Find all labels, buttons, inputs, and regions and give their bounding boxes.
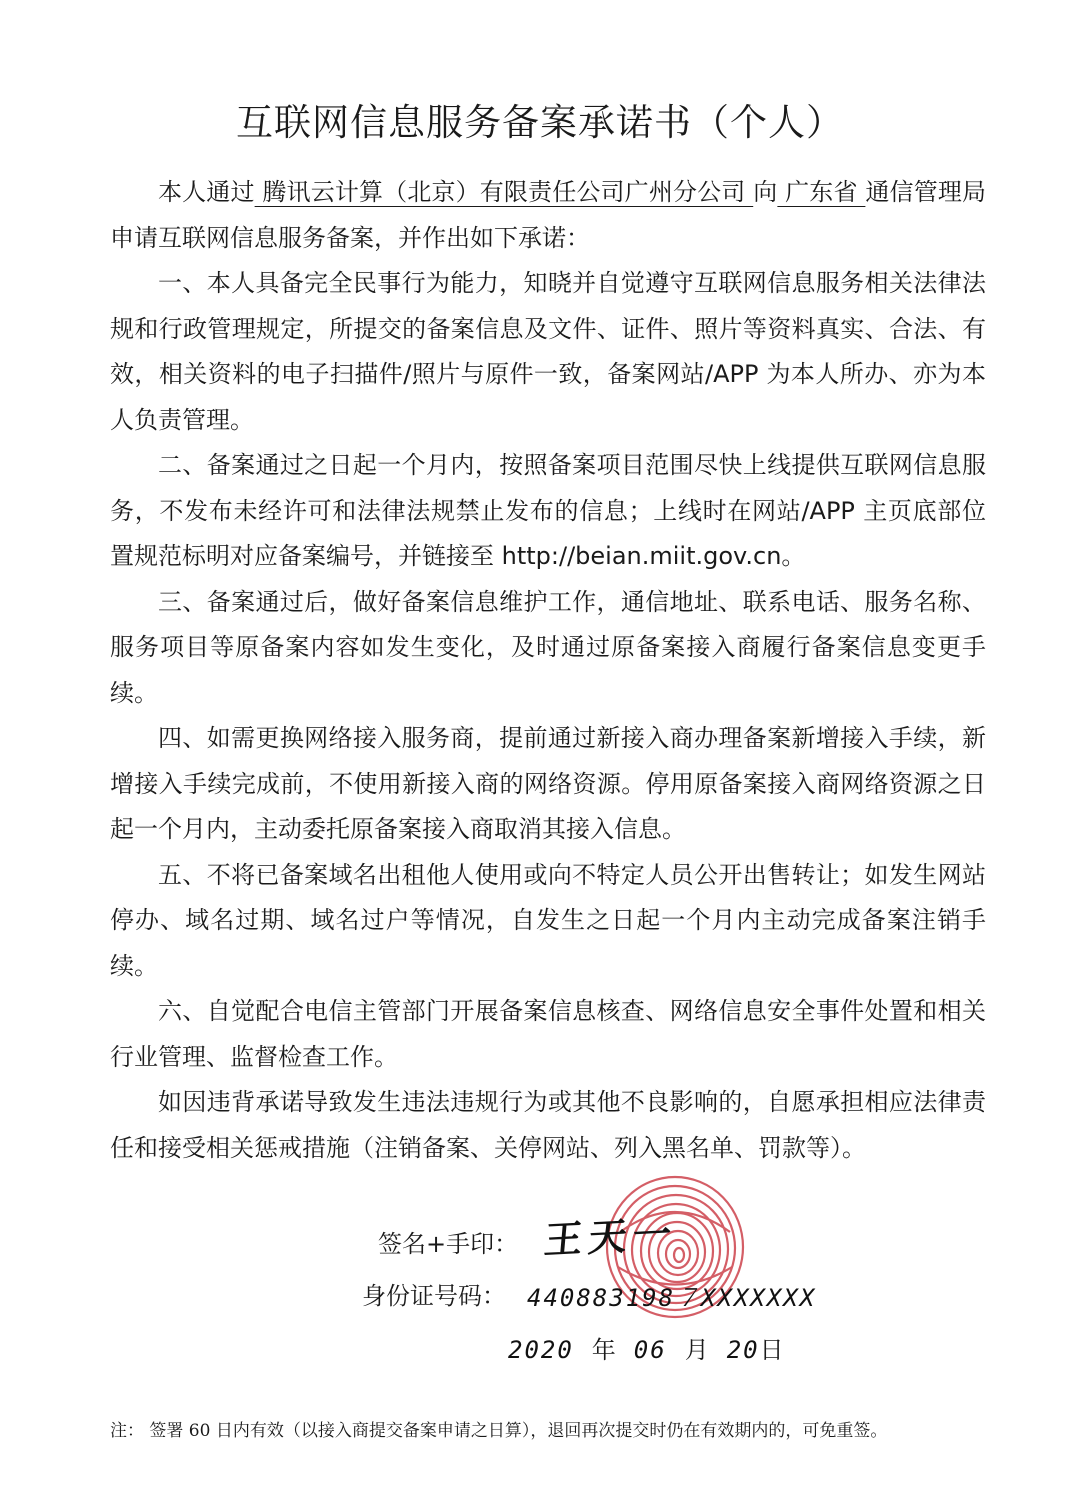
date-month: 06 <box>633 1336 667 1364</box>
year-char: 年 <box>591 1336 616 1364</box>
date-day: 20 <box>726 1336 760 1364</box>
closing-clause: 如因违背承诺导致发生违法违规行为或其他不良影响的，自愿承担相应法律责任和接受相关惩戒措施（注销备案、关停网站、列入黑名单、罚款等）。 <box>110 1088 986 1162</box>
clause-2: 二、备案通过之日起一个月内，按照备案项目范围尽快上线提供互联网信息服务，不发布未经许可和法律法规禁止发布的信息；上线时在网站/APP 主页底部位置规范标明对应备案编号，并链接至 http://beian.miit.gov.cn。 <box>110 451 986 570</box>
intro-prefix: 本人通过 <box>158 178 255 206</box>
intro-to: 向 <box>753 178 778 206</box>
clause-3: 三、备案通过后，做好备案信息维护工作，通信地址、联系电话、服务名称、服务项目等原备案内容如发生变化，及时通过原备案接入商履行备案信息变更手续。 <box>110 587 986 707</box>
id-number-value: 440883198７XXXXXXX <box>527 1284 817 1312</box>
clause-5: 五、不将已备案域名出租他人使用或向不特定人员公开出售转让；如发生网站停办、域名过期、域名过户等情况，自发生之日起一个月内主动完成备案注销手续。 <box>110 860 986 980</box>
month-char: 月 <box>684 1336 709 1364</box>
clause-1: 一、本人具备完全民事行为能力，知晓并自觉遵守互联网信息服务相关法律法规和行政管理规定，所提交的备案信息及文件、证件、照片等资料真实、合法、有效，相关资料的电子扫描件/照片与原件一致，备案网站/APP 为本人所办、亦为本人负责管理。 <box>110 269 986 434</box>
footnote: 注： 签署 60 日内有效（以接入商提交备案申请之日算），退回再次提交时仍在有效期内的，可免重签。 <box>110 1421 888 1441</box>
clause-4: 四、如需更换网络接入服务商，提前通过新接入商办理备案新增接入手续，新增接入手续完成前，不使用新接入商的网络资源。停用原备案接入商网络资源之日起一个月内，主动委托原备案接入商取消其接入信息。 <box>110 724 986 843</box>
document-body <box>110 170 986 1171</box>
province: 广东省 <box>777 178 866 206</box>
date-year: 2020 <box>508 1336 574 1364</box>
intro-suffix: 通信管理局申请互联网信息服务备案，并作出如下承诺： <box>110 178 987 252</box>
clause-6: 六、自觉配合电信主管部门开展备案信息核查、网络信息安全事件处置和相关行业管理、监督检查工作。 <box>110 997 986 1071</box>
day-char: 日 <box>759 1336 784 1364</box>
signature-label: 签名+手印： <box>378 1230 519 1258</box>
signing-date <box>508 1330 784 1365</box>
access-provider: 腾讯云计算（北京）有限责任公司广州分公司 <box>254 178 754 206</box>
handwritten-signature: 王天一 <box>542 1210 680 1263</box>
id-number-label: 身份证号码： <box>362 1282 506 1310</box>
document-title: 互联网信息服务备案承诺书（个人） <box>236 101 844 144</box>
intro-paragraph <box>110 170 986 261</box>
